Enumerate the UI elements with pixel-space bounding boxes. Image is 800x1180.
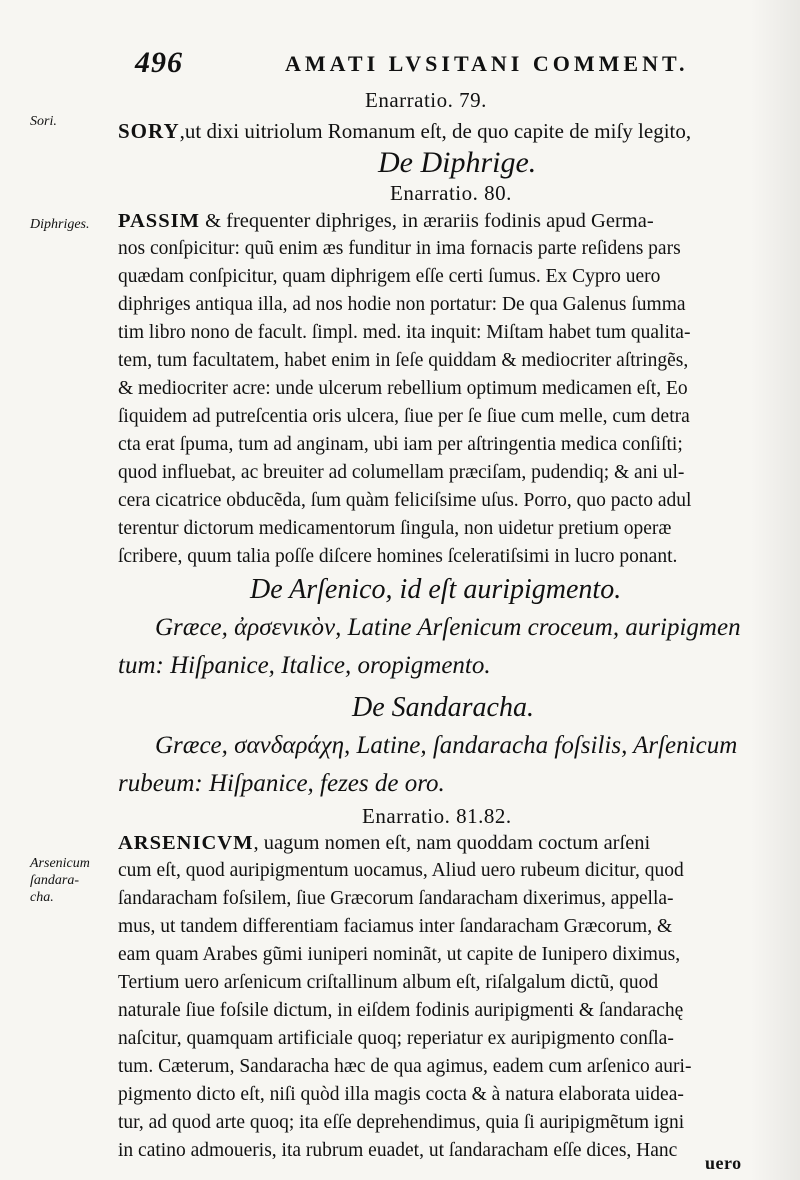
text-line-rest: ,ut dixi uitriolum Romanum eſt, de quo capite de miſy legito, <box>179 119 692 143</box>
margin-note-diphriges: Diphriges. <box>30 217 90 232</box>
lead-word-sory: SORY <box>118 119 180 143</box>
synonym-line: rubeum: Hiſpanice, fezes de oro. <box>118 770 445 797</box>
text-line <box>118 830 768 856</box>
text-line: ſiquidem ad putreſcentia oris ulcera, ſiue per ſe ſiue cum melle, cum detra <box>118 406 690 427</box>
text-line: tem, tum facultatem, habet enim in ſeſe quiddam & mediocriter aſtringẽs, <box>118 350 689 371</box>
text-line: nos conſpicitur: quũ enim æs funditur in ima fornacis parte reſidens pars <box>118 238 681 259</box>
text-line: eam quam Arabes gũmi iuniperi nominãt, ut capite de Iunipero diximus, <box>118 944 681 965</box>
text-line: naturale ſiue foſsile dictum, in eiſdem fodinis auripigmenti & ſandarachę <box>118 1000 684 1021</box>
text-line: in catino admoueris, ita rubrum euadet, ut ſandaracham eſſe dices, Hanc <box>118 1140 678 1161</box>
text-line: quod influebat, ac breuiter ad columellam præciſam, pudendiq; & ani ul- <box>118 462 685 483</box>
text-line <box>118 118 768 144</box>
heading-de-diphrige: De Diphrige. <box>378 146 537 179</box>
synonym-line: tum: Hiſpanice, Italice, oropigmento. <box>118 652 491 679</box>
heading-de-arsenico: De Arſenico, id eſt auripigmento. <box>250 574 622 605</box>
enarratio-79-heading: Enarratio. 79. <box>365 88 487 112</box>
margin-note-arsenicum: Arsenicum ſandara- cha. <box>30 856 90 905</box>
enarratio-81-82-heading: Enarratio. 81.82. <box>362 804 512 828</box>
lead-word-arsenicum: ARSENICVM <box>118 832 254 854</box>
text-line: cera cicatrice obducẽda, ſum quàm feliciſsime uſus. Porro, quo pacto adul <box>118 490 692 511</box>
text-line: diphriges antiqua illa, ad nos hodie non portatur: De qua Galenus ſumma <box>118 294 686 315</box>
heading-de-sandaracha: De Sandaracha. <box>352 692 534 723</box>
text-line: cum eſt, quod auripigmentum uocamus, Aliud uero rubeum dicitur, quod <box>118 860 684 881</box>
text-line: pigmento dicto eſt, niſi quòd illa magis cocta & à natura elaborata uidea- <box>118 1084 684 1105</box>
running-head: AMATI LVSITANI COMMENT. <box>285 51 689 76</box>
text-line: tur, ad quod arte quoq; ita eſſe deprehendimus, quia ſi auripigmẽtum igni <box>118 1112 685 1133</box>
margin-note-sori: Sori. <box>30 114 57 129</box>
text-line-rest: & frequenter diphriges, in ærariis fodinis apud Germa- <box>199 210 654 232</box>
text-line: quædam conſpicitur, quam diphrigem eſſe certi ſumus. Ex Cypro uero <box>118 266 661 287</box>
text-line-rest: , uagum nomen eſt, nam quoddam coctum arſeni <box>253 832 651 854</box>
text-line: tim libro nono de facult. ſimpl. med. ita inquit: Miſtam habet tum qualita- <box>118 322 691 343</box>
synonym-line: Græce, σανδαράχη, Latine, ſandaracha foſsilis, Arſenicum <box>155 732 738 759</box>
text-line: naſcitur, quamquam artificiale quoq; reperiatur ex auripigmento conſla- <box>118 1028 674 1049</box>
text-line: ſandaracham foſsilem, ſiue Græcorum ſandaracham dixerimus, appella- <box>118 888 674 909</box>
text-line: tum. Cæterum, Sandaracha hæc de qua agimus, eadem cum arſenico auri- <box>118 1056 692 1077</box>
text-line: cta erat ſpuma, tum ad anginam, ubi iam per aſtringentia medica conſiſti; <box>118 434 683 455</box>
lead-word-passim: PASSIM <box>118 210 200 232</box>
text-line: ſcribere, quum talia poſſe diſcere homines ſceleratiſsimi in lucro ponant. <box>118 546 678 567</box>
catchword: uero <box>705 1153 742 1173</box>
text-line: terentur dictorum medicamentorum ſingula, non uidetur pretium operæ <box>118 518 672 539</box>
text-line: & mediocriter acre: unde ulcerum rebellium optimum medicamen eſt, Eo <box>118 378 688 399</box>
text-line <box>118 208 768 234</box>
text-line: mus, ut tandem differentiam faciamus inter ſandaracham Græcorum, & <box>118 916 673 937</box>
enarratio-80-heading: Enarratio. 80. <box>390 181 512 205</box>
text-line: Tertium uero arſenicum criſtallinum album eſt, riſalgalum dictũ, quod <box>118 972 659 993</box>
synonym-line: Græce, ἀρσενικὸν, Latine Arſenicum croceum, auripigmen <box>155 614 741 641</box>
page-number: 496 <box>135 46 183 79</box>
page-header <box>135 45 775 85</box>
